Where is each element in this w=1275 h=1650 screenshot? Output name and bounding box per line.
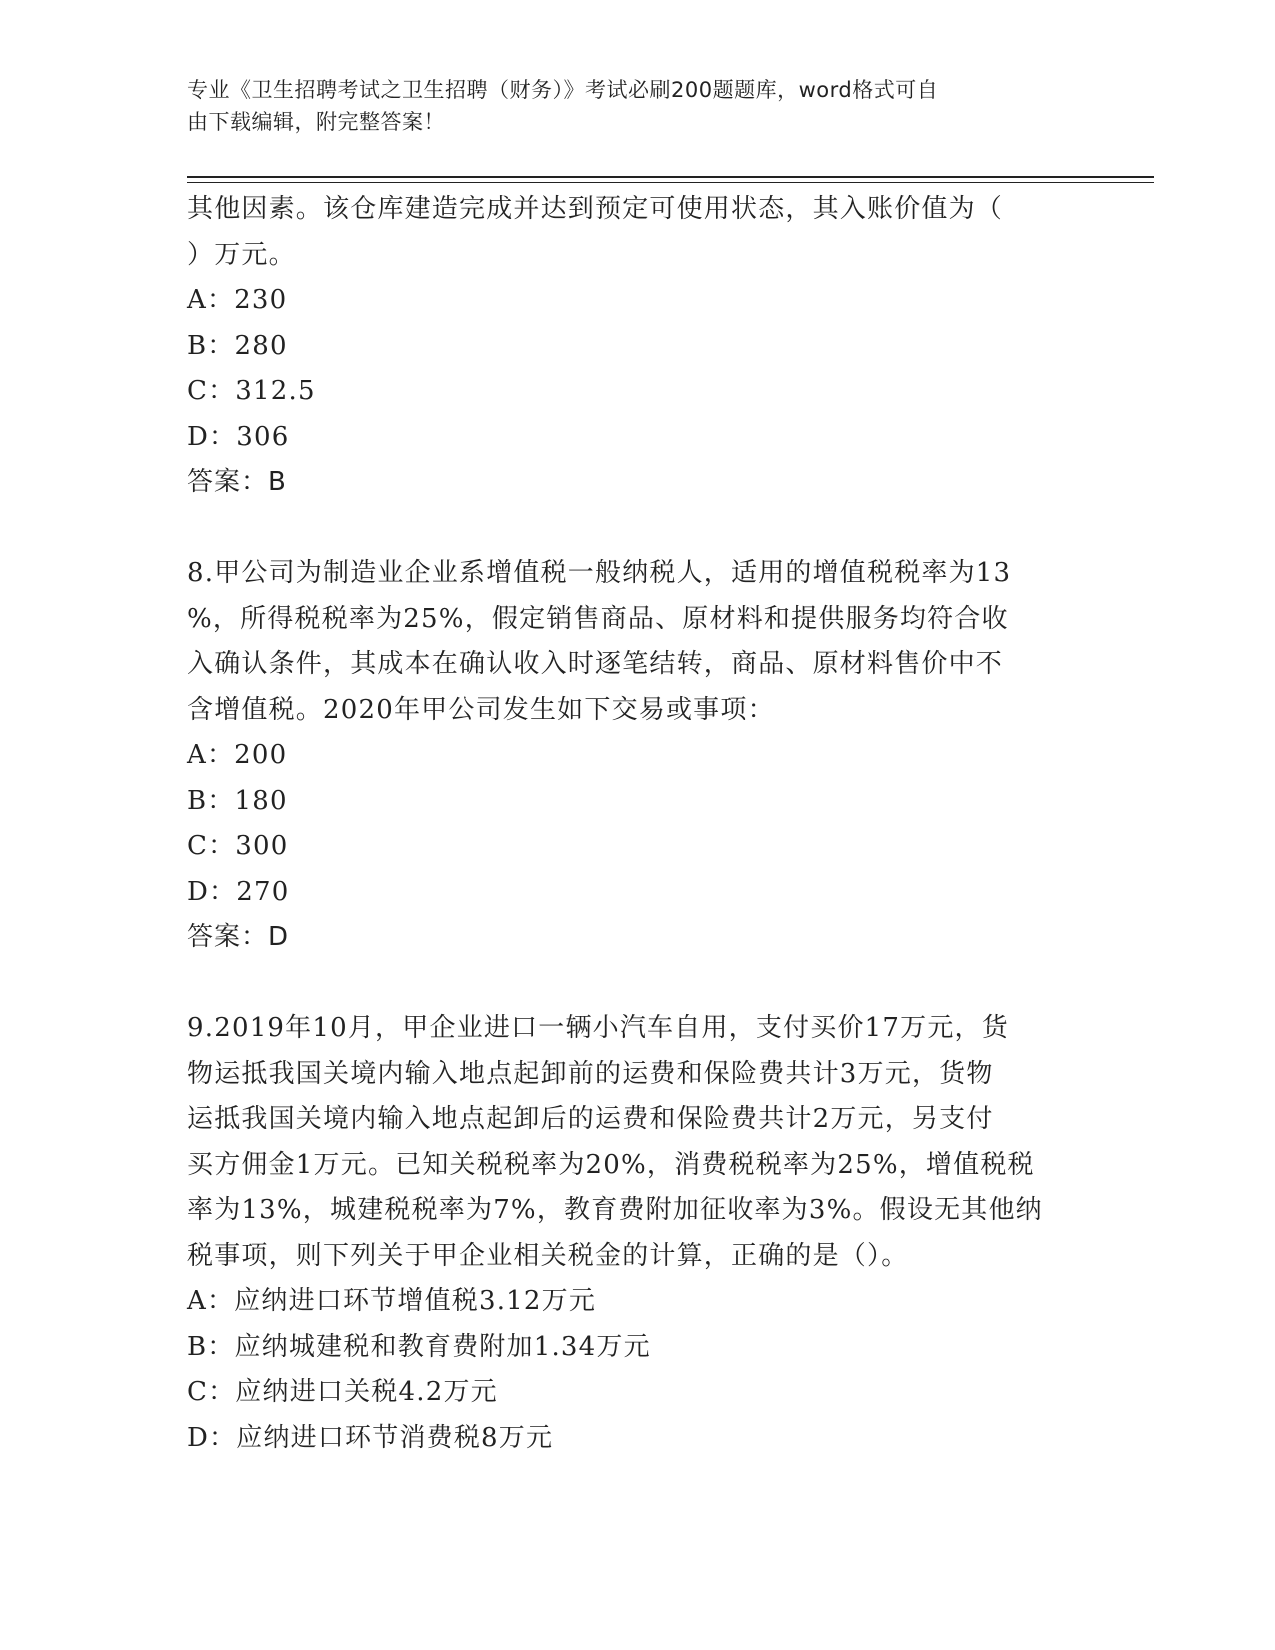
question-stem-line: 9.2019年10月，甲企业进口一辆小汽车自用，支付买价17万元，货	[187, 1013, 1009, 1043]
header-line-2: 由下载编辑，附完整答案！	[187, 110, 445, 134]
header-rule-thick	[187, 176, 1154, 178]
option-b: B：180	[187, 785, 288, 816]
option-b: B：280	[187, 330, 288, 361]
question-stem-line: 买方佣金1万元。已知关税税率为20%，消费税税率为25%，增值税税	[187, 1149, 1035, 1180]
option-d: D：270	[187, 876, 290, 907]
option-d: D：应纳进口环节消费税8万元	[187, 1422, 554, 1453]
option-a: A：200	[187, 740, 288, 770]
option-b: B：应纳城建税和教育费附加1.34万元	[187, 1331, 651, 1362]
header-rule-thin	[187, 182, 1154, 183]
option-a: A：应纳进口环节增值税3.12万元	[187, 1286, 597, 1316]
question-stem-line: 入确认条件，其成本在确认收入时逐笔结转，商品、原材料售价中不	[187, 649, 1004, 679]
option-c: C：应纳进口关税4.2万元	[187, 1377, 498, 1407]
document-header	[187, 74, 1067, 138]
option-d: D：306	[187, 421, 290, 452]
question-stem-line: 8.甲公司为制造业企业系增值税一般纳税人，适用的增值税税率为13	[187, 558, 1012, 588]
question-stem-line: 其他因素。该仓库建造完成并达到预定可使用状态，其入账价值为（	[187, 194, 1004, 224]
answer-line: 答案：D	[187, 922, 290, 952]
question-stem-line: 运抵我国关境内输入地点起卸后的运费和保险费共计2万元，另支付	[187, 1104, 994, 1134]
spacer	[187, 961, 1067, 1007]
question-stem-line: ）万元。	[187, 239, 296, 270]
question-stem-line: 税事项，则下列关于甲企业相关税金的计算，正确的是（）。	[187, 1240, 909, 1271]
header-line-1: 专业《卫生招聘考试之卫生招聘（财务）》考试必刷200题题库，word格式可自	[187, 78, 939, 102]
question-stem-line: %，所得税税率为25%，假定销售商品、原材料和提供服务均符合收	[187, 603, 1009, 634]
question-8	[187, 551, 1067, 961]
spacer	[187, 506, 1067, 552]
question-7	[187, 187, 1067, 506]
question-stem-line: 物运抵我国关境内输入地点起卸前的运费和保险费共计3万元，货物	[187, 1058, 994, 1089]
option-c: C：312.5	[187, 376, 316, 406]
question-9	[187, 1006, 1067, 1461]
document-body	[187, 187, 1067, 1461]
question-stem-line: 率为13%，城建税税率为7%，教育费附加征收率为3%。假设无其他纳	[187, 1195, 1043, 1225]
answer-line: 答案：B	[187, 467, 287, 497]
option-c: C：300	[187, 831, 289, 861]
question-stem-line: 含增值税。2020年甲公司发生如下交易或事项：	[187, 694, 775, 725]
option-a: A：230	[187, 285, 288, 315]
